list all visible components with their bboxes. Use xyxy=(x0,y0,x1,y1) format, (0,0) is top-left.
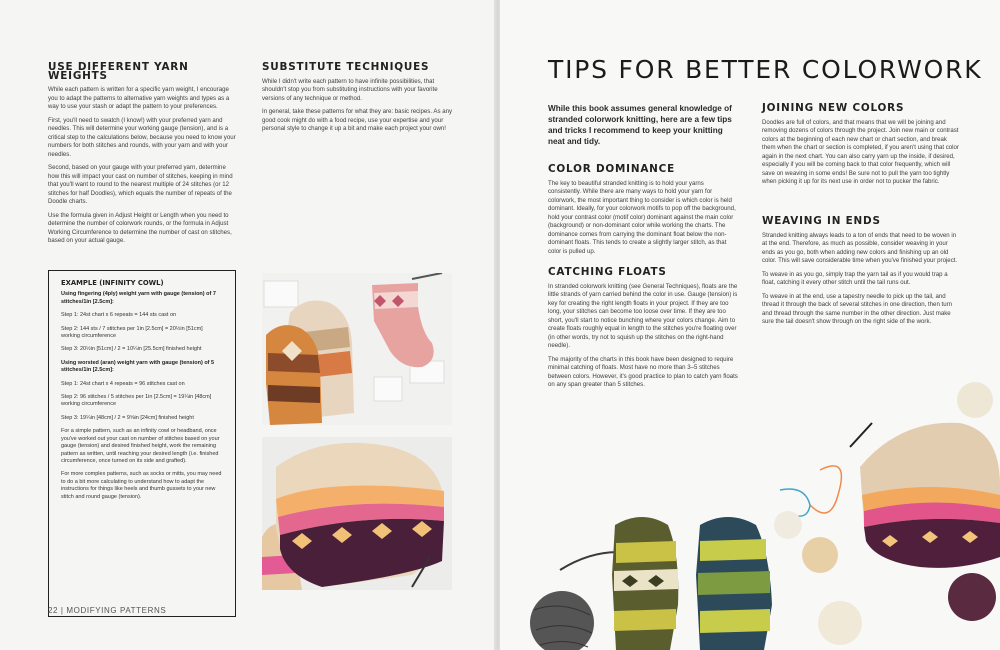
intro-text: While this book assumes general knowledge of stranded colorwork knitting, here are a few tips and tricks I recommend to keep your knitting neat and tidy. xyxy=(548,104,732,146)
example-title: EXAMPLE (INFINITY COWL) xyxy=(61,279,164,287)
substitute-section xyxy=(262,63,454,134)
yarn-paragraph: Second, based on your gauge with your preferred yarn, determine how this will impact your cast on number of stitches, keeping in mind that you'll want to round to the nearest multiple of 24 stitches (or 12 stitches for half Doodles), which equals the number of repeats of the Doodle charts. xyxy=(48,164,233,205)
catching-floats-section xyxy=(548,268,738,390)
yarn-paragraph: While each pattern is written for a specific yarn weight, I encourage you to adapt the patterns to alternative yarn weights and types as a way to use your stash or adapt the pattern to your preferences. xyxy=(48,86,230,110)
color-dominance-heading: COLOR DOMINANCE xyxy=(548,163,675,175)
yarn-paragraph: Use the formula given in Adjust Height or Length when you need to determine the number of colorwork rounds, or the formula in Adjust Working Circumference to determine the number of cast on stitches, based on your actual gauge. xyxy=(48,211,232,244)
example-step: Step 1: 24st chart x 4 repeats = 96 stitches cast on xyxy=(61,380,185,387)
weaving-paragraph: To weave in at the end, use a tapestry needle to pick up the tail, and thread it through the back of several stitches in one direction, then turn and thread through the same number in the other direction. Just make sure the tail doesn't show through on the right side of the work. xyxy=(762,292,953,325)
left-page xyxy=(0,0,496,650)
weaving-ends-heading: WEAVING IN ENDS xyxy=(762,215,881,227)
yarn-weights-heading: USE DIFFERENT YARN WEIGHTS xyxy=(48,61,189,82)
joining-colors-section xyxy=(762,104,960,187)
worsted-heading: Using worsted (aran) weight yarn with gauge (tension) of 5 stitches/1in [2.5cm]: xyxy=(61,359,215,374)
substitute-paragraph: In general, take these patterns for what they are: basic recipes. As any good cook might do with a food recipe, use your expertise and your personal style to change it up a bit and make each project your own! xyxy=(262,108,453,132)
weaving-paragraph: To weave in as you go, simply trap the yarn tail as if you would trap a float, catching it every other stitch until the tail runs out. xyxy=(762,270,948,286)
example-box xyxy=(48,270,236,617)
yarn-weights-section xyxy=(48,63,238,246)
example-step: Step 2: 96 stitches / 5 stitches per 1in [2.5cm] = 19¼in [48cm] working circumference xyxy=(61,394,212,408)
floats-paragraph: In stranded colorwork knitting (see General Techniques), floats are the little strands of yarn carried behind the color in use. Gauge (tension) is key for creating the right length floats in your project. If they are too long, your stitches can become too loose over time. If they are too short, you'll start to notice bunching where your colors change. Aim to create floats roughly equal in length to the stitches you're floating over (in other words, try not to squish up the stitches on the right-hand needle). xyxy=(548,282,738,349)
page-title: TIPS FOR BETTER COLORWORK xyxy=(548,55,983,84)
knitting-supplies-photo xyxy=(520,375,1000,650)
example-paragraph: For a simple pattern, such as an infinity cowl or headband, once you've worked out your cast on number of stitches based on your gauge (tension) and desired finished height, work the remaining pattern as written, until reaching your desired length (i.e. finished circumference, once turned on its side and grafted). xyxy=(61,428,220,464)
color-dominance-section xyxy=(548,165,738,256)
joining-colors-text: Doodles are full of colors, and that means that we will be joining and removing dozens of colors through the project. Join new main or contrast colors at the beginning of each new chart or chart section, and break them when the chart or section is completed, if you aren't using that color again in the next chart. You can also carry yarn up the inside, if desired, especially if you will be coming back to that color frequently, which will save on weaving in some ends! Be sure not to pull the yarn too tightly when picking it up for its next use in order not to pucker the fabric. xyxy=(762,118,959,185)
example-step: Step 3: 19¼in [48cm] / 2 = 9⅝in [24cm] finished height xyxy=(61,414,194,421)
joining-colors-heading: JOINING NEW COLORS xyxy=(762,102,905,114)
catching-floats-heading: CATCHING FLOATS xyxy=(548,266,667,278)
example-step: Step 2: 144 sts / 7 stitches per 1in [2.5cm] = 20½in [51cm] working circumference xyxy=(61,325,203,340)
right-page xyxy=(500,0,1000,650)
mittens-socks-photo xyxy=(262,273,452,425)
page-footer: 22 | MODIFYING PATTERNS xyxy=(48,606,167,615)
weaving-ends-section xyxy=(762,217,960,327)
color-dominance-text: The key to beautiful stranded knitting is to hold your yarns consistently. While there are many ways to hold your yarn for colorwork, the most important thing to consider is which color is held dominant. Ideally, for your colorwork motifs to pop off the background, hold your contrast color (motif color) dominant against the main color (background) or non-dominant color while working the charts. The dominance comes from carrying the dominant float below the non-dominant floats. This tends to create a slightly larger stitch, as that color is pulled up. xyxy=(548,179,736,255)
yarn-paragraph: First, you'll need to swatch (I know!) with your preferred yarn and needles. This will determine your working gauge (tension), and is a critical step to the calculations below, because you need to know your numbers for both stitches and rounds, with your yarn and with your needles. xyxy=(48,116,236,158)
example-step: Step 3: 20½in [51cm] / 2 = 10¼in [25.5cm] finished height xyxy=(61,346,202,353)
weaving-paragraph: Stranded knitting always leads to a ton of ends that need to be woven in at the end. Therefore, as much as possible, consider weaving in your ends as you go, both when adding new colors and finishing up an old color. This will save considerable time when you've finished your project. xyxy=(762,231,958,264)
example-step: Step 1: 24st chart x 6 repeats = 144 sts cast on xyxy=(61,312,177,319)
example-paragraph: For more complex patterns, such as socks or mitts, you may need to do a bit more calculating to understand how to adapt the instructions for things like heels and thumb gussets to your new stitch and round gauge (tension). xyxy=(61,471,222,500)
substitute-heading: SUBSTITUTE TECHNIQUES xyxy=(262,61,430,73)
fingering-heading: Using fingering (4ply) weight yarn with gauge (tension) of 7 stitches/1in [2.5cm]: xyxy=(61,291,216,305)
substitute-paragraph: While I didn't write each pattern to have infinite possibilities, that shouldn't stop you from substituting instructions with your favorite versions of any technique or method. xyxy=(262,77,438,102)
hat-photo xyxy=(262,437,452,590)
floats-paragraph: The majority of the charts in this book have been designed to require minimal catching of floats. Most have no more than 3–5 stitches between colors. However, it's good practice to plan to catch yarn floats on any span greater than 5 stitches. xyxy=(548,355,738,388)
